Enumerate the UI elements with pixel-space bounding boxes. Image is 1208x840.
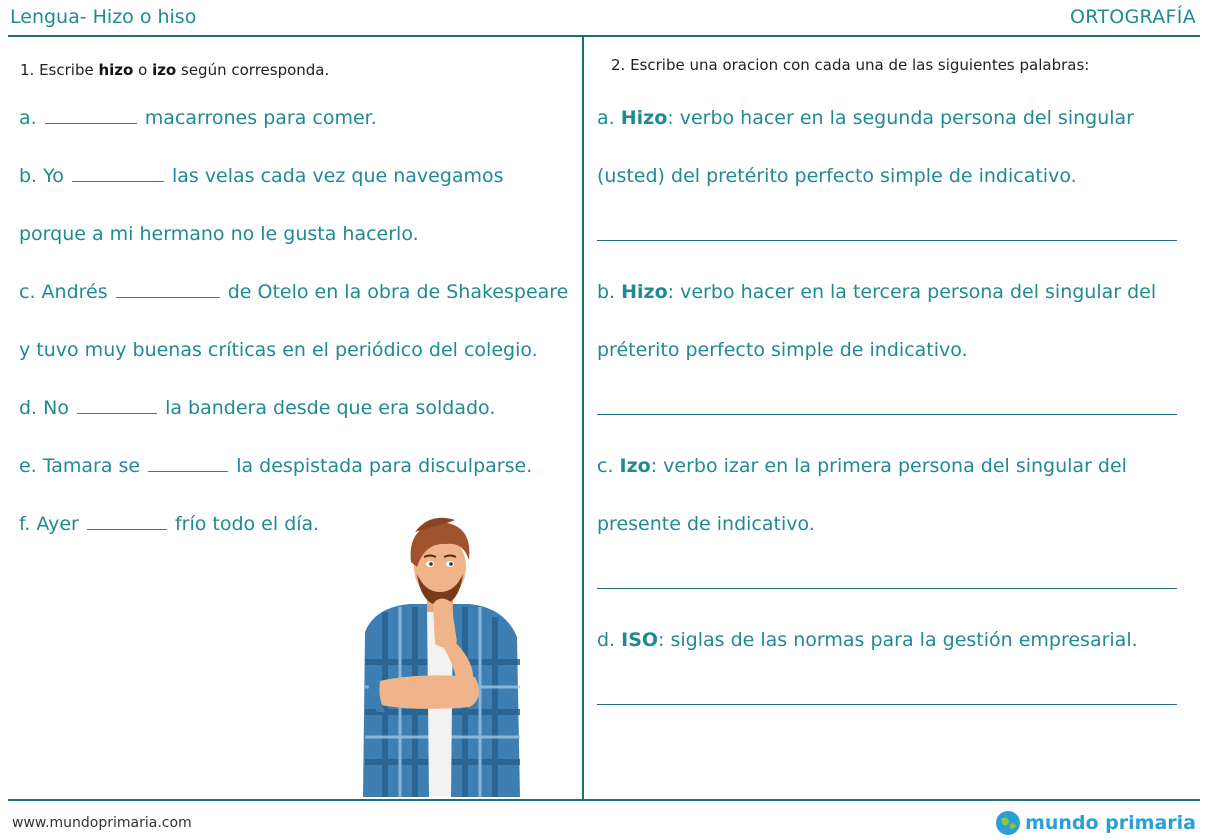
answer-blank[interactable] (148, 457, 228, 472)
instruction-number: 1. Escribe (20, 61, 99, 79)
instruction-word-izo: izo (152, 61, 177, 79)
item-label: a. (19, 107, 37, 129)
answer-line-2b[interactable] (597, 414, 1177, 415)
exercise-1a (19, 107, 377, 129)
exercise-1e (19, 455, 532, 477)
answer-blank[interactable] (72, 167, 164, 182)
page-title: Lengua- Hizo o hiso (10, 6, 197, 28)
exercise-1b (19, 165, 504, 187)
instruction-connector: o (133, 61, 153, 79)
exercise-1c-continued: y tuvo muy buenas críticas en el periódico del colegio. (19, 339, 538, 361)
exercise-2b-continued: préterito perfecto simple de indicativo. (597, 339, 968, 361)
exercise-1b-continued: porque a mi hermano no le gusta hacerlo. (19, 223, 419, 245)
item-text: la bandera desde que era soldado. (165, 397, 496, 419)
item-label: d. No (19, 397, 69, 419)
item-definition: : verbo hacer en la tercera persona del singular del (667, 281, 1157, 303)
item-text: la despistada para disculparse. (236, 455, 533, 477)
item-definition: : verbo hacer en la segunda persona del singular (667, 107, 1134, 129)
answer-blank[interactable] (87, 515, 167, 530)
instruction-word-hizo: hizo (98, 61, 134, 79)
top-rule (8, 35, 1200, 37)
footer-url[interactable]: www.mundoprimaria.com (12, 815, 192, 831)
globe-icon (995, 810, 1021, 836)
item-definition: : verbo izar en la primera persona del singular del (650, 455, 1127, 477)
answer-blank[interactable] (77, 399, 157, 414)
thinking-man-illustration (355, 512, 525, 797)
item-word: Izo (619, 455, 651, 477)
exercise-1c (19, 281, 568, 303)
item-label: e. Tamara se (19, 455, 141, 477)
item-label: c. Andrés (19, 281, 108, 303)
bottom-rule (8, 799, 1200, 801)
answer-blank[interactable] (45, 109, 137, 124)
item-text: de Otelo en la obra de Shakespeare (227, 281, 569, 303)
item-text: macarrones para comer. (144, 107, 377, 129)
item-label: d. (597, 629, 622, 651)
instruction-rest: según corresponda. (176, 61, 330, 79)
item-label: b. Yo (19, 165, 64, 187)
item-word: ISO (621, 629, 659, 651)
exercise-1f (19, 513, 319, 535)
exercise-2-instruction: 2. Escribe una oracion con cada una de las siguientes palabras: (611, 56, 1090, 74)
brand-logo (995, 810, 1196, 836)
exercise-2c-continued: presente de indicativo. (597, 513, 815, 535)
exercise-2a-continued: (usted) del pretérito perfecto simple de indicativo. (597, 165, 1077, 187)
item-label: c. (597, 455, 620, 477)
exercise-2c (597, 455, 1127, 477)
exercise-1d (19, 397, 495, 419)
item-label: a. (597, 107, 621, 129)
exercise-2b (597, 281, 1156, 303)
exercise-2a (597, 107, 1134, 129)
item-word: Hizo (620, 107, 668, 129)
brand-name: mundo primaria (1025, 812, 1196, 834)
answer-line-2c[interactable] (597, 588, 1177, 589)
item-label: b. (597, 281, 622, 303)
item-word: Hizo (621, 281, 668, 303)
item-text: las velas cada vez que navegamos (171, 165, 504, 187)
section-label: ORTOGRAFÍA (1069, 6, 1196, 28)
item-text: frío todo el día. (174, 513, 320, 535)
column-divider (582, 36, 584, 800)
exercise-2d (597, 629, 1138, 651)
answer-line-2a[interactable] (597, 240, 1177, 241)
item-definition: : siglas de las normas para la gestión empresarial. (658, 629, 1138, 651)
answer-blank[interactable] (116, 283, 220, 298)
answer-line-2d[interactable] (597, 704, 1177, 705)
item-label: f. Ayer (19, 513, 79, 535)
exercise-1-instruction (20, 61, 329, 79)
